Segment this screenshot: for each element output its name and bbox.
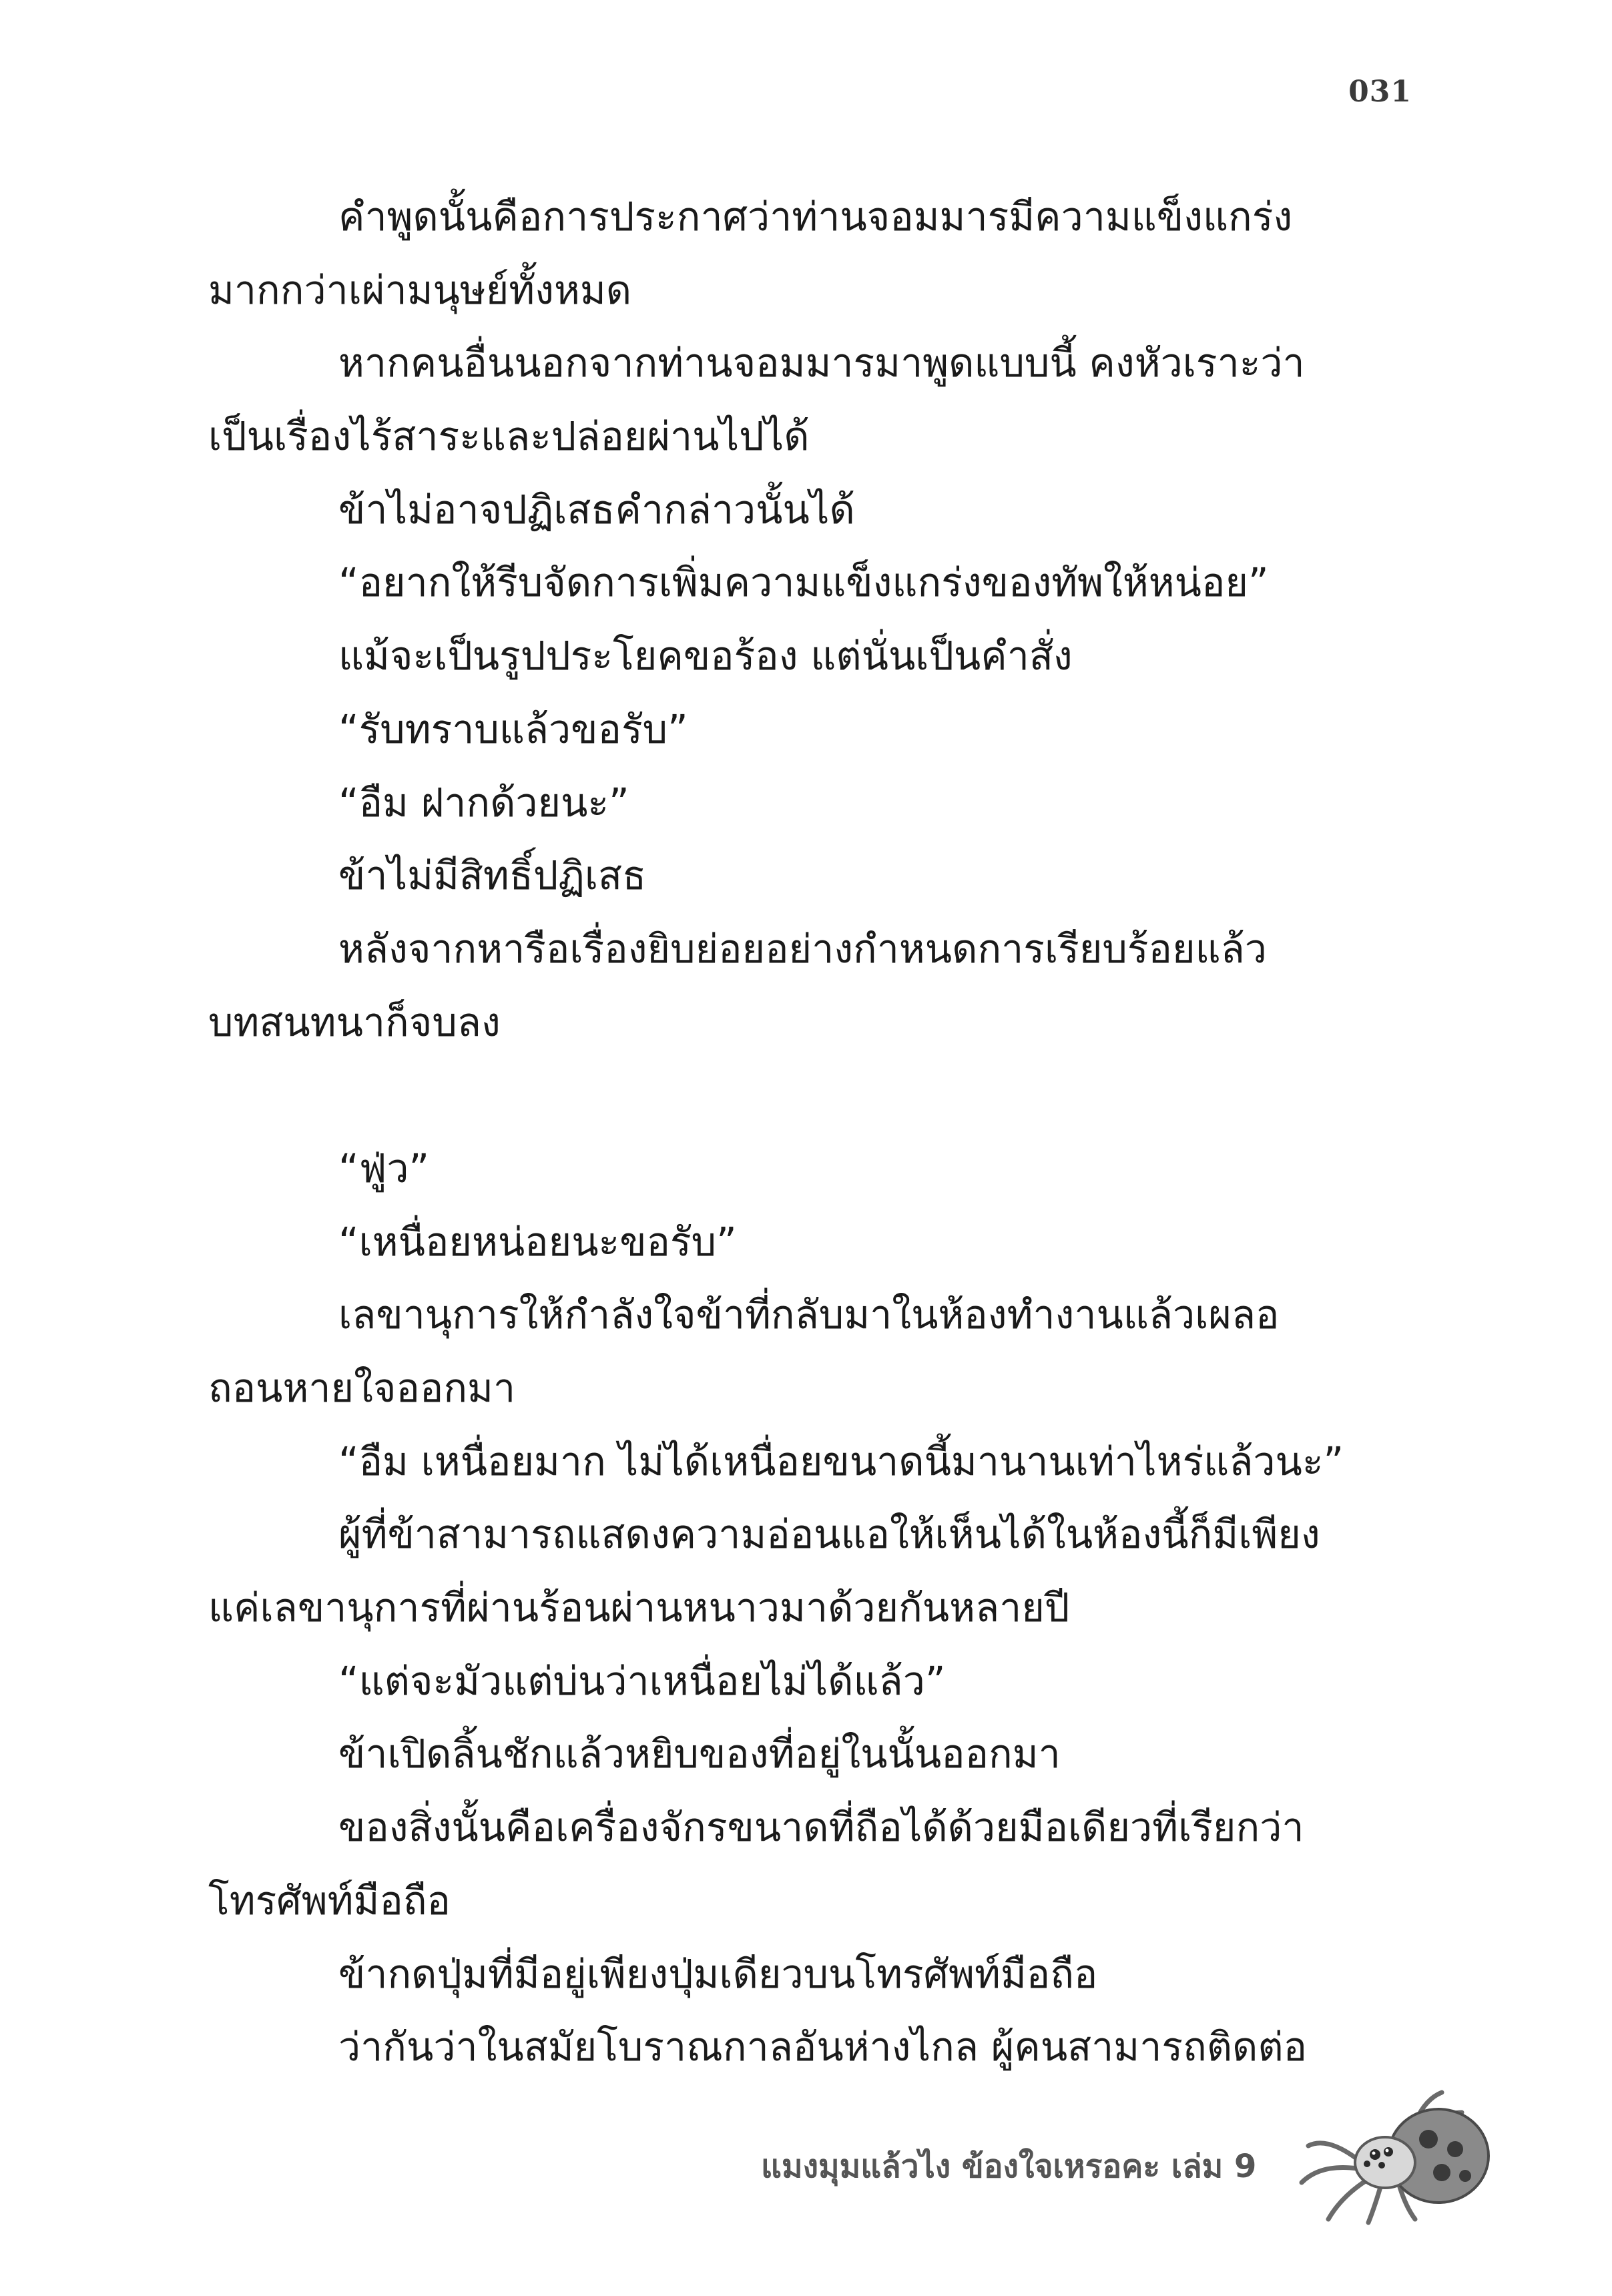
text-line: ข้าไม่มีสิทธิ์ปฏิเสธ	[338, 852, 647, 899]
text-line: หลังจากหารือเรื่องยิบย่อยอย่างกำหนดการเรียบร้อยแล้ว	[338, 925, 1267, 972]
body-text	[208, 180, 1410, 2084]
text-line: “ฟู่ว”	[338, 1145, 430, 1191]
text-line: เป็นเรื่องไร้สาระและปล่อยผ่านไปได้	[208, 413, 810, 460]
spider-mascot-icon	[1282, 2082, 1495, 2229]
text-line: ว่ากันว่าในสมัยโบราณกาลอันห่างไกล ผู้คนสามารถติดต่อ	[338, 2024, 1308, 2070]
text-line: เลขานุการให้กำลังใจข้าที่กลับมาในห้องทำงานแล้วเผลอ	[338, 1292, 1280, 1338]
text-line: หากคนอื่นนอกจากท่านจอมมารมาพูดแบบนี้ คงหัวเราะว่า	[338, 340, 1305, 386]
text-line: “อืม ฝากด้วยนะ”	[338, 779, 629, 826]
text-line: ถอนหายใจออกมา	[208, 1365, 516, 1411]
text-line: ผู้ที่ข้าสามารถแสดงความอ่อนแอให้เห็นได้ในห้องนี้ก็มีเพียง	[338, 1511, 1320, 1558]
page-footer	[734, 2082, 1495, 2229]
page-number: 031	[1348, 75, 1412, 109]
text-line: ข้าไม่อาจปฏิเสธคำกล่าวนั้นได้	[338, 486, 855, 533]
text-line: ข้ากดปุ่มที่มีอยู่เพียงปุ่มเดียวบนโทรศัพท์มือถือ	[338, 1950, 1098, 1997]
blank-line	[208, 1059, 1410, 1132]
text-line: มากกว่าเผ่ามนุษย์ทั้งหมด	[208, 266, 632, 313]
book-title: แมงมุมแล้วไง ข้องใจเหรอคะ เล่ม 9	[761, 2148, 1257, 2185]
text-line: โทรศัพท์มือถือ	[208, 1877, 451, 1924]
text-line: คำพูดนั้นคือการประกาศว่าท่านจอมมารมีความแข็งแกร่ง	[338, 194, 1293, 240]
text-line: “อยากให้รีบจัดการเพิ่มความแข็งแกร่งของทัพให้หน่อย”	[338, 559, 1269, 606]
text-line: “แต่จะมัวแต่บ่นว่าเหนื่อยไม่ได้แล้ว”	[338, 1657, 946, 1704]
text-line: บทสนทนาก็จบลง	[208, 998, 501, 1045]
text-line: ของสิ่งนั้นคือเครื่องจักรขนาดที่ถือได้ด้วยมือเดียวที่เรียกว่า	[338, 1804, 1304, 1851]
text-line: แค่เลขานุการที่ผ่านร้อนผ่านหนาวมาด้วยกันหลายปี	[208, 1585, 1070, 1631]
text-line: “อืม เหนื่อยมาก ไม่ได้เหนื่อยขนาดนี้มานานเท่าไหร่แล้วนะ”	[338, 1438, 1344, 1484]
text-line: ข้าเปิดลิ้นชักแล้วหยิบของที่อยู่ในนั้นออกมา	[338, 1731, 1061, 1777]
text-line: “เหนื่อยหน่อยนะขอรับ”	[338, 1218, 737, 1265]
text-line: แม้จะเป็นรูปประโยคขอร้อง แต่นั่นเป็นคำสั่ง	[338, 633, 1073, 679]
text-line: “รับทราบแล้วขอรับ”	[338, 705, 688, 752]
